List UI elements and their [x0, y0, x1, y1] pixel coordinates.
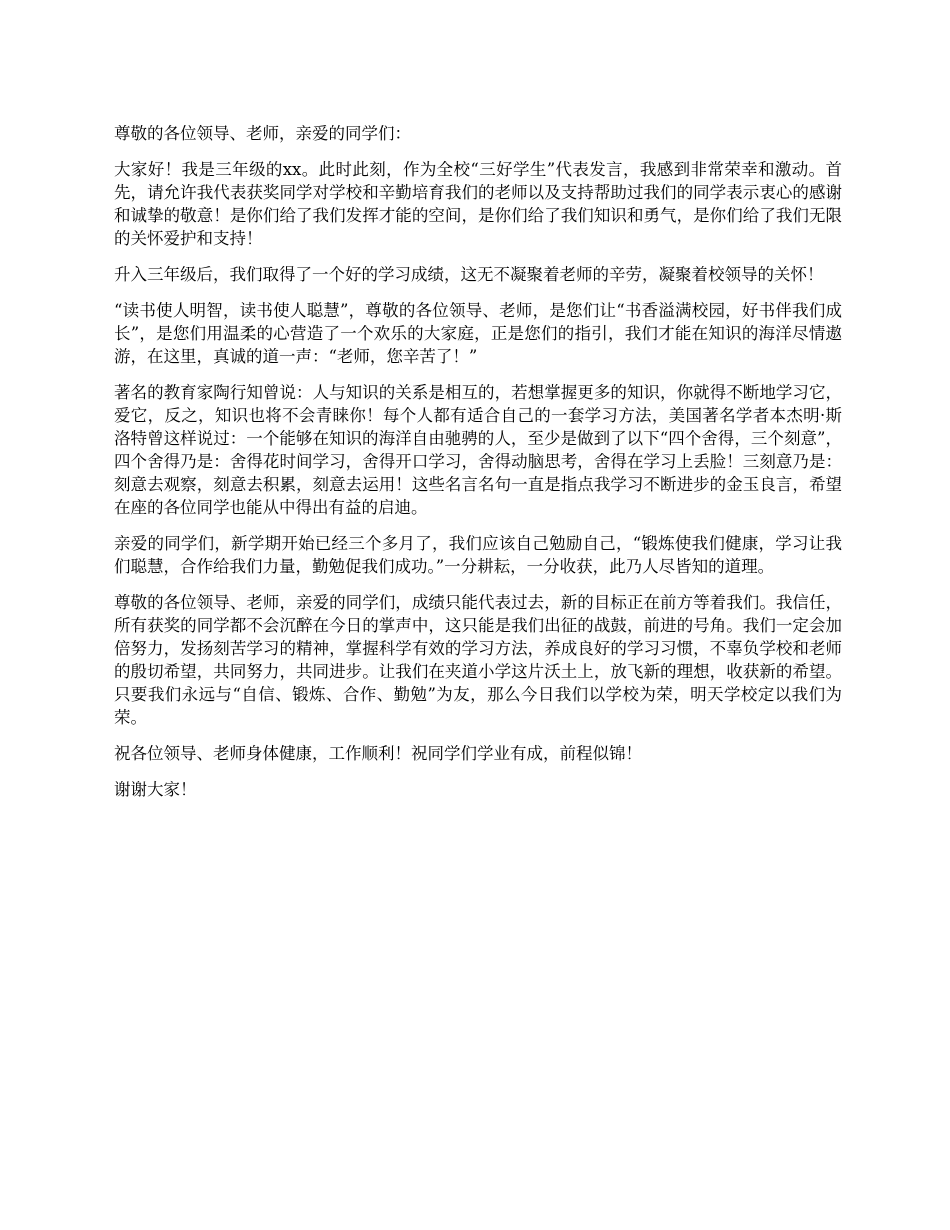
third-grade-paragraph: 升入三年级后，我们取得了一个好的学习成绩，这无不凝聚着老师的辛劳，凝聚着校领导的关怀！ — [114, 265, 824, 284]
future-goals-paragraph: 尊敬的各位领导、老师，亲爱的同学们，成绩只能代表过去，新的目标正在前方等着我们。我信任，所有获奖的同学都不会沉醉在今日的掌声中，这只能是我们出征的战鼓，前进的号角。我们一定会加倍努力，发扬刻苦学习的精神，掌握科学有效的学习方法，养成良好的学习习惯，不辜负学校和老师的殷切希望，共同努力，共同进步。让我们在夹道小学这片沃土上，放飞新的理想，收获新的希望。只要我们永远与“自信、锻炼、合作、勤勉”为友，那么今日我们以学校为荣，明天学校定以我们为荣。 — [114, 593, 842, 727]
reading-paragraph: “读书使人明智，读书使人聪慧”，尊敬的各位领导、老师，是您们让“书香溢满校园，好书伴我们成长”，是您们用温柔的心营造了一个欢乐的大家庭，正是您们的指引，我们才能在知识的海洋尽情遨游，在这里，真诚的道一声：“老师，您辛苦了！” — [114, 301, 842, 366]
wishes-paragraph: 祝各位领导、老师身体健康，工作顺利！祝同学们学业有成，前程似锦！ — [114, 744, 642, 763]
greeting-paragraph: 大家好！我是三年级的xx。此时此刻，作为全校“三好学生”代表发言，我感到非常荣幸和激动。首先，请允许我代表获奖同学对学校和辛勤培育我们的老师以及支持帮助过我们的同学表示衷心的感谢和诚挚的敬意！是你们给了我们发挥才能的空间，是你们给了我们知识和勇气，是你们给了我们无限的关怀爱护和支持！ — [114, 160, 842, 248]
educator-quote-paragraph: 著名的教育家陶行知曾说：人与知识的关系是相互的，若想掌握更多的知识，你就得不断地学习它，爱它，反之，知识也将不会青睐你！每个人都有适合自己的一套学习方法，美国著名学者本杰明·斯洛特曾这样说过：一个能够在知识的海洋自由驰骋的人，至少是做到了以下“四个舍得，三个刻意”，四个舍得乃是：舍得花时间学习，舍得开口学习，舍得动脑思考，舍得在学习上丢脸！三刻意乃是：刻意去观察，刻意去积累，刻意去运用！这些名言名句一直是指点我学习不断进步的金玉良言，希望在座的各位同学也能从中得出有益的启迪。 — [114, 383, 842, 517]
closing-paragraph: 谢谢大家！ — [114, 780, 197, 799]
document-page — [114, 122, 842, 814]
new-semester-paragraph: 亲爱的同学们，新学期开始已经三个多月了，我们应该自己勉励自己，“锻炼使我们健康，学习让我们聪慧，合作给我们力量，勤勉促我们成功。”一分耕耘，一分收获，此乃人尽皆知的道理。 — [114, 534, 842, 576]
salutation-paragraph: 尊敬的各位领导、老师，亲爱的同学们： — [114, 124, 411, 143]
